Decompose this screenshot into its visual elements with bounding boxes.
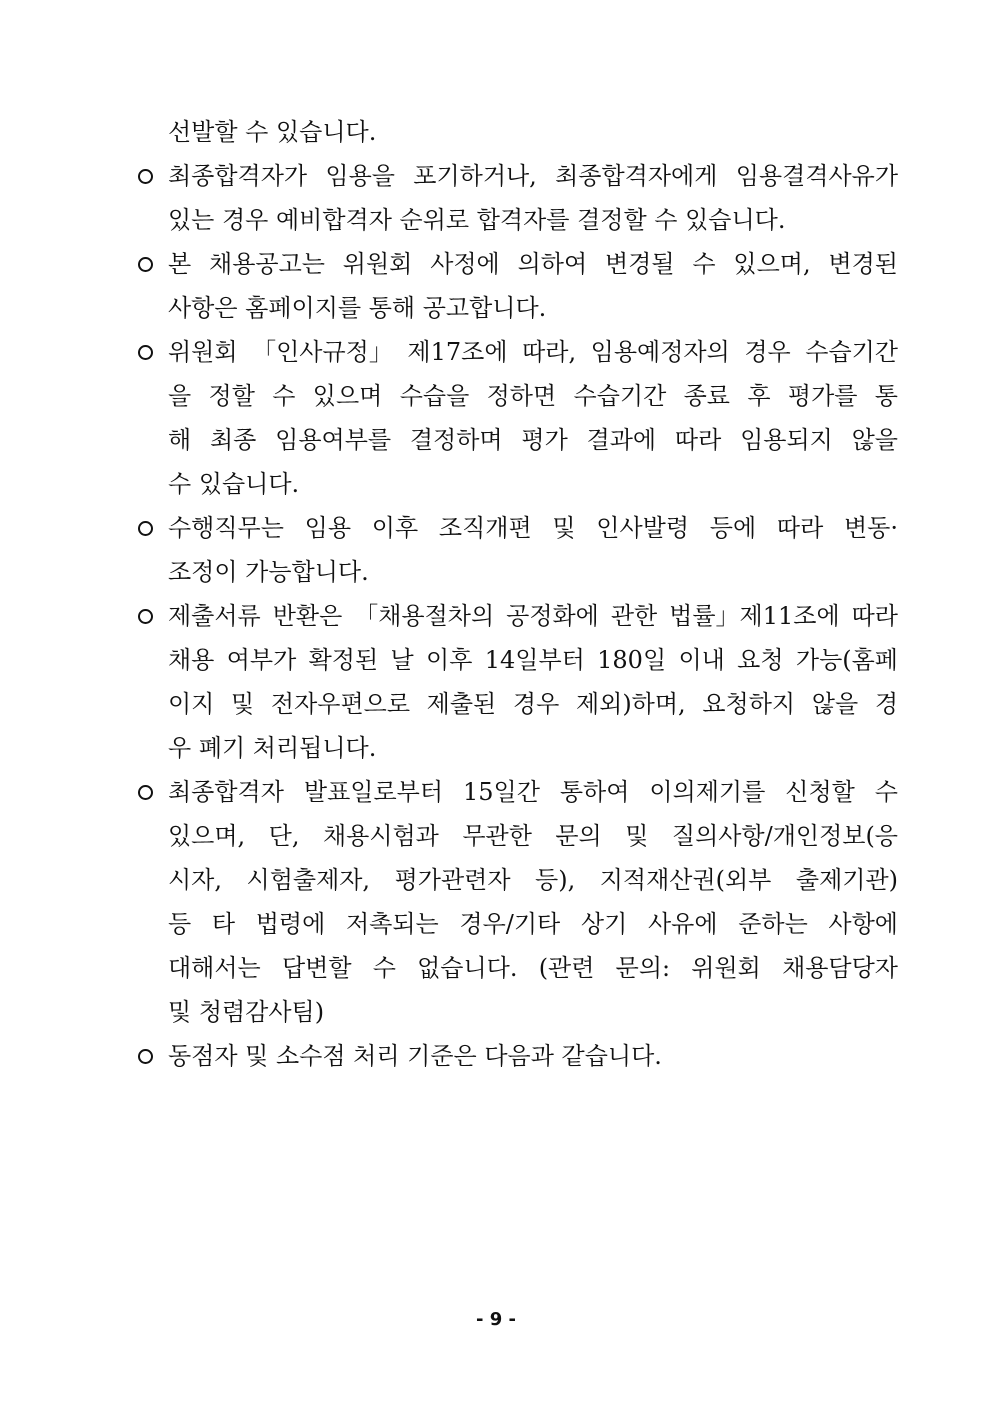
paragraph-text: 최종합격자가 임용을 포기하거나, 최종합격자에게 임용결격사유가 xyxy=(168,162,898,190)
paragraph-text: 및 청렴감사팀) xyxy=(168,998,325,1026)
paragraph-text: 최종합격자 발표일로부터 15일간 통하여 이의제기를 신청할 수 xyxy=(168,778,898,806)
paragraph-line xyxy=(138,726,898,770)
paragraph-text: 등 타 법령에 저촉되는 경우/기타 상기 사유에 준하는 사항에 xyxy=(168,910,898,938)
paragraph-line xyxy=(138,946,898,990)
paragraph-line xyxy=(138,902,898,946)
paragraph-text: 동점자 및 소수점 처리 기준은 다음과 같습니다. xyxy=(168,1042,662,1070)
circle-bullet-icon xyxy=(138,1049,153,1064)
paragraph-text: 해 최종 임용여부를 결정하며 평가 결과에 따라 임용되지 않을 xyxy=(168,426,898,454)
paragraph-line xyxy=(138,462,898,506)
paragraph-text: 우 폐기 처리됩니다. xyxy=(168,734,377,762)
circle-bullet-icon xyxy=(138,521,153,536)
bullet-item-document-return xyxy=(138,594,898,638)
bullet-item-duty-change xyxy=(138,506,898,550)
bullet-item-notice-change xyxy=(138,242,898,286)
paragraph-text: 선발할 수 있습니다. xyxy=(168,118,377,146)
page-number: - 9 - xyxy=(476,1309,516,1330)
bullet-item-final-passer-waiver xyxy=(138,154,898,198)
document-body xyxy=(138,110,898,1078)
paragraph-text: 수행직무는 임용 이후 조직개편 및 인사발령 등에 따라 변동· xyxy=(168,514,898,542)
paragraph-text: 시자, 시험출제자, 평가관련자 등), 지적재산권(외부 출제기관) xyxy=(168,866,898,894)
circle-bullet-icon xyxy=(138,257,153,272)
paragraph-text: 수 있습니다. xyxy=(168,470,300,498)
paragraph-text: 본 채용공고는 위원회 사정에 의하여 변경될 수 있으며, 변경된 xyxy=(168,250,898,278)
paragraph-line xyxy=(138,110,898,154)
bullet-item-objection xyxy=(138,770,898,814)
paragraph-text: 있는 경우 예비합격자 순위로 합격자를 결정할 수 있습니다. xyxy=(168,206,786,234)
paragraph-text: 있으며, 단, 채용시험과 무관한 문의 및 질의사항/개인정보(응 xyxy=(168,822,898,850)
paragraph-line xyxy=(138,374,898,418)
paragraph-text: 대해서는 답변할 수 없습니다. (관련 문의: 위원회 채용담당자 xyxy=(168,954,898,982)
paragraph-line xyxy=(138,550,898,594)
bullet-item-tie-rules xyxy=(138,1034,898,1078)
paragraph-text: 조정이 가능합니다. xyxy=(168,558,369,586)
paragraph-line xyxy=(138,990,898,1034)
paragraph-text: 채용 여부가 확정된 날 이후 14일부터 180일 이내 요청 가능(홈페 xyxy=(168,646,898,674)
paragraph-line xyxy=(138,198,898,242)
paragraph-line xyxy=(138,814,898,858)
bullet-item-probation xyxy=(138,330,898,374)
paragraph-text: 이지 및 전자우편으로 제출된 경우 제외)하며, 요청하지 않을 경 xyxy=(168,690,898,718)
paragraph-text: 사항은 홈페이지를 통해 공고합니다. xyxy=(168,294,547,322)
paragraph-text: 을 정할 수 있으며 수습을 정하면 수습기간 종료 후 평가를 통 xyxy=(168,382,898,410)
circle-bullet-icon xyxy=(138,345,153,360)
paragraph-text: 위원회 「인사규정」 제17조에 따라, 임용예정자의 경우 수습기간 xyxy=(168,338,898,366)
circle-bullet-icon xyxy=(138,609,153,624)
paragraph-line xyxy=(138,858,898,902)
paragraph-line xyxy=(138,638,898,682)
paragraph-line xyxy=(138,682,898,726)
paragraph-line xyxy=(138,286,898,330)
circle-bullet-icon xyxy=(138,785,153,800)
circle-bullet-icon xyxy=(138,169,153,184)
paragraph-line xyxy=(138,418,898,462)
paragraph-text: 제출서류 반환은 「채용절차의 공정화에 관한 법률」제11조에 따라 xyxy=(168,602,898,630)
